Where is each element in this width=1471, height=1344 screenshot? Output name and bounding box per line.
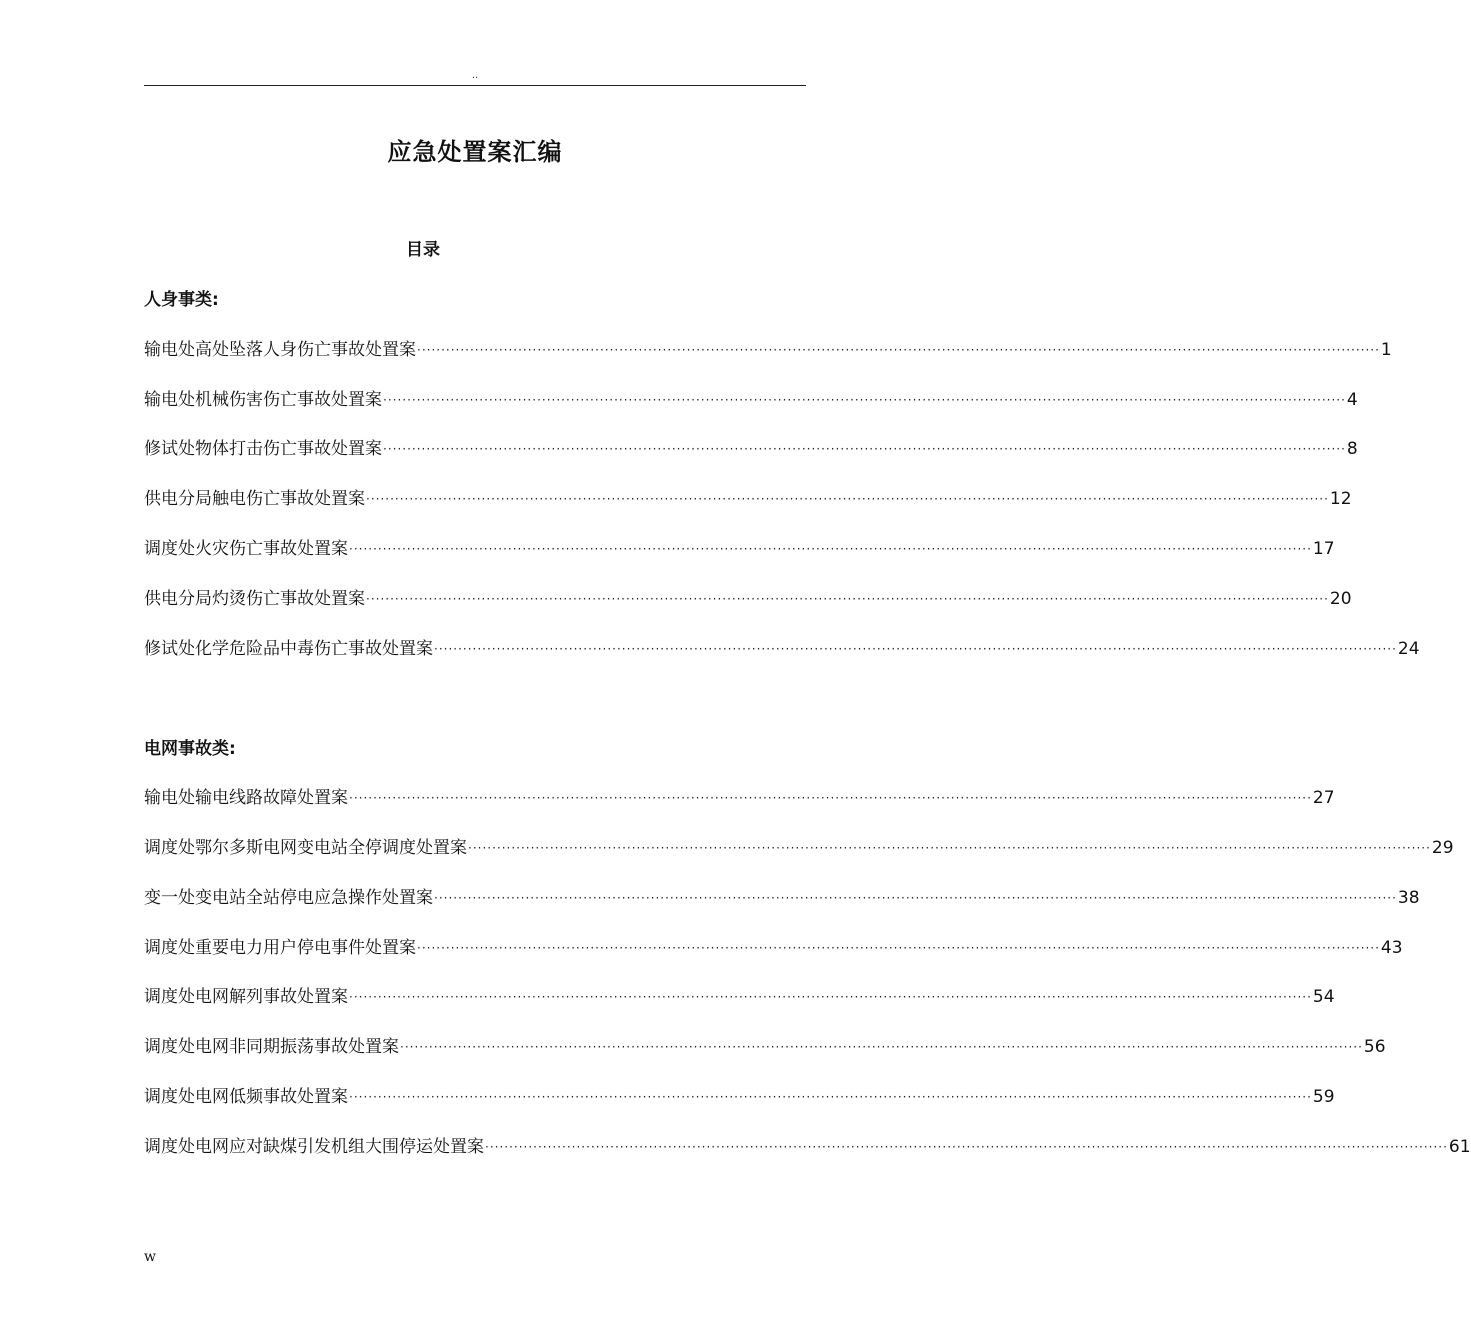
- toc-entry-title: 调度处重要电力用户停电事件处置案: [144, 938, 416, 958]
- dot-leader: ········································································································································································································: [417, 941, 1380, 955]
- toc-entry-page: 8: [1346, 439, 1358, 459]
- toc-entry-title: 变一处变电站全站停电应急操作处置案: [144, 888, 433, 908]
- dot-leader: ········································································································································································································: [383, 393, 1346, 407]
- dot-leader: ········································································································································································································: [349, 990, 1312, 1004]
- toc-entry-page: 59: [1312, 1087, 1335, 1107]
- dot-leader: ········································································································································································································: [366, 492, 1329, 506]
- toc-entry-page: 54: [1312, 987, 1335, 1007]
- toc-entry-page: 61: [1448, 1137, 1471, 1157]
- toc-entry[interactable]: [144, 486, 1352, 512]
- toc-entry[interactable]: [144, 785, 1335, 811]
- toc-entry[interactable]: [144, 1034, 1386, 1060]
- section-heading-personal-accidents: 人身事类:: [144, 290, 219, 310]
- toc-entry-title: 调度处电网解列事故处置案: [144, 987, 348, 1007]
- dot-leader: ········································································································································································································: [349, 542, 1312, 556]
- toc-entry[interactable]: [144, 1084, 1335, 1110]
- toc-entry[interactable]: [144, 1134, 1471, 1160]
- toc-entry[interactable]: [144, 586, 1352, 612]
- header-rule: [144, 85, 806, 86]
- header-mark: ..: [471, 70, 479, 81]
- toc-entry-title: 输电处输电线路故障处置案: [144, 788, 348, 808]
- toc-entry-title: 修试处物体打击伤亡事故处置案: [144, 439, 382, 459]
- toc-entry-title: 供电分局灼烫伤亡事故处置案: [144, 589, 365, 609]
- toc-entry[interactable]: [144, 436, 1358, 462]
- toc-entry-page: 4: [1346, 390, 1358, 410]
- toc-entry-title: 调度处电网低频事故处置案: [144, 1087, 348, 1107]
- toc-entry-page: 43: [1380, 938, 1403, 958]
- footer-mark: w: [144, 1249, 156, 1265]
- toc-entry-title: 输电处机械伤害伤亡事故处置案: [144, 390, 382, 410]
- toc-heading: 目录: [406, 240, 440, 260]
- toc-entry-title: 调度处电网应对缺煤引发机组大围停运处置案: [144, 1137, 484, 1157]
- dot-leader: ········································································································································································································: [434, 642, 1397, 656]
- toc-entry[interactable]: [144, 984, 1335, 1010]
- toc-entry[interactable]: [144, 636, 1420, 662]
- toc-entry-page: 38: [1397, 888, 1420, 908]
- toc-entry-page: 12: [1329, 489, 1352, 509]
- toc-entry[interactable]: [144, 935, 1403, 961]
- section-heading-grid-accidents: 电网事故类:: [144, 739, 236, 759]
- dot-leader: ········································································································································································································: [434, 891, 1397, 905]
- dot-leader: ········································································································································································································: [366, 592, 1329, 606]
- toc-entry-page: 20: [1329, 589, 1352, 609]
- toc-entry[interactable]: [144, 387, 1358, 413]
- dot-leader: ········································································································································································································: [383, 442, 1346, 456]
- toc-entry-page: 29: [1431, 838, 1454, 858]
- dot-leader: ········································································································································································································: [349, 791, 1312, 805]
- toc-entry-page: 24: [1397, 639, 1420, 659]
- toc-entry-title: 调度处火灾伤亡事故处置案: [144, 539, 348, 559]
- dot-leader: ········································································································································································································: [349, 1090, 1312, 1104]
- toc-entry[interactable]: [144, 835, 1454, 861]
- toc-entry-title: 输电处高处坠落人身伤亡事故处置案: [144, 340, 416, 360]
- toc-entry[interactable]: [144, 337, 1392, 363]
- dot-leader: ········································································································································································································: [417, 343, 1380, 357]
- toc-entry[interactable]: [144, 885, 1420, 911]
- toc-entry-title: 修试处化学危险品中毒伤亡事故处置案: [144, 639, 433, 659]
- toc-entry-page: 1: [1380, 340, 1392, 360]
- toc-entry-page: 56: [1363, 1037, 1386, 1057]
- toc-entry-page: 17: [1312, 539, 1335, 559]
- toc-entry-page: 27: [1312, 788, 1335, 808]
- toc-entry-title: 调度处鄂尔多斯电网变电站全停调度处置案: [144, 838, 467, 858]
- dot-leader: ········································································································································································································: [485, 1140, 1448, 1154]
- document-title: 应急处置案汇编: [387, 138, 563, 166]
- dot-leader: ········································································································································································································: [400, 1040, 1363, 1054]
- toc-entry[interactable]: [144, 536, 1335, 562]
- dot-leader: ········································································································································································································: [468, 841, 1431, 855]
- toc-entry-title: 调度处电网非同期振荡事故处置案: [144, 1037, 399, 1057]
- toc-entry-title: 供电分局触电伤亡事故处置案: [144, 489, 365, 509]
